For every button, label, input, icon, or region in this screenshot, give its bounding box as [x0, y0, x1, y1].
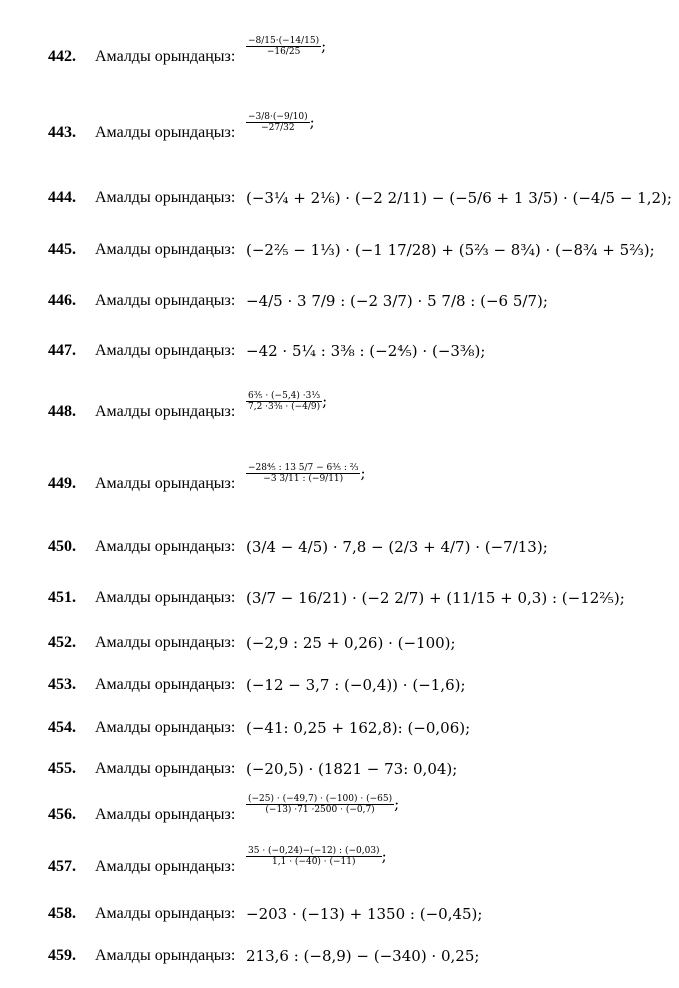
semicolon: ;: [394, 794, 400, 813]
problem-number: 446.: [48, 292, 76, 309]
math-expression: [246, 391, 327, 413]
fraction: [246, 36, 321, 58]
math-expression: (−41: 0,25 + 162,8): (−0,06);: [246, 719, 471, 737]
instruction-label: Амалды орындаңыз:: [95, 342, 236, 359]
problem-row: [0, 905, 679, 927]
math-expression: 213,6 : (−8,9) − (−340) · 0,25;: [246, 947, 480, 965]
semicolon: ;: [381, 846, 387, 865]
problem-row: [0, 292, 679, 314]
problem-row: [0, 391, 679, 425]
instruction-label: Амалды орындаңыз:: [95, 947, 236, 964]
instruction-label: Амалды орындаңыз:: [95, 634, 236, 651]
problem-row: [0, 463, 679, 497]
instruction-label: Амалды орындаңыз:: [95, 760, 236, 777]
fraction-denominator: (−13) ·71 ·2500 · (−0,7): [265, 805, 375, 816]
problem-number: 447.: [48, 342, 76, 359]
fraction-denominator: 1,1 · (−40) · (−11): [272, 857, 356, 868]
problem-row: [0, 589, 679, 611]
math-expression: [246, 463, 366, 485]
math-expression: (3/4 − 4/5) · 7,8 − (2/3 + 4/7) · (−7/13);: [246, 538, 548, 556]
fraction: [246, 463, 360, 485]
problem-number: 449.: [48, 475, 76, 492]
math-expression: −42 · 5¼ : 3⅜ : (−2⅘) · (−3⅜);: [246, 342, 486, 360]
problem-row: [0, 634, 679, 656]
problem-number: 448.: [48, 403, 76, 420]
problem-row: [0, 538, 679, 560]
problem-number: 453.: [48, 676, 76, 693]
semicolon: ;: [360, 463, 366, 482]
problem-number: 455.: [48, 760, 76, 777]
instruction-label: Амалды орындаңыз:: [95, 124, 236, 141]
math-expression: (3/7 − 16/21) · (−2 2/7) + (11/15 + 0,3) : (−12⅖);: [246, 589, 625, 607]
problem-number: 458.: [48, 905, 76, 922]
problem-number: 456.: [48, 806, 76, 823]
instruction-label: Амалды орындаңыз:: [95, 858, 236, 875]
fraction: [246, 794, 394, 816]
semicolon: ;: [322, 391, 328, 410]
problem-number: 444.: [48, 189, 76, 206]
problem-row: [0, 760, 679, 782]
math-expression: −4/5 · 3 7/9 : (−2 3/7) · 5 7/8 : (−6 5/7);: [246, 292, 548, 310]
fraction-numerator: (−25) · (−49,7) · (−100) · (−65): [248, 794, 393, 804]
problem-number: 451.: [48, 589, 76, 606]
problem-number: 459.: [48, 947, 76, 964]
instruction-label: Амалды орындаңыз:: [95, 589, 236, 606]
math-expression: (−12 − 3,7 : (−0,4)) · (−1,6);: [246, 676, 466, 694]
problem-number: 445.: [48, 241, 76, 258]
instruction-label: Амалды орындаңыз:: [95, 475, 236, 492]
fraction: [246, 846, 382, 868]
fraction-numerator: 6⅗ · (−5,4) ·3⅓: [248, 391, 321, 401]
semicolon: ;: [321, 36, 327, 55]
problem-row: [0, 189, 679, 211]
instruction-label: Амалды орындаңыз:: [95, 719, 236, 736]
instruction-label: Амалды орындаңыз:: [95, 905, 236, 922]
problem-row: [0, 241, 679, 263]
instruction-label: Амалды орындаңыз:: [95, 292, 236, 309]
fraction: [246, 112, 310, 134]
problem-number: 452.: [48, 634, 76, 651]
semicolon: ;: [309, 112, 315, 131]
problem-number: 442.: [48, 48, 76, 65]
problem-row: [0, 342, 679, 364]
math-expression: (−20,5) · (1821 − 73: 0,04);: [246, 760, 458, 778]
fraction-denominator: −16/25: [266, 47, 301, 58]
instruction-label: Амалды орындаңыз:: [95, 538, 236, 555]
fraction-denominator: −3 3/11 : (−9/11): [263, 474, 344, 485]
fraction-numerator: 35 · (−0,24)−(−12) : (−0,03): [248, 846, 380, 856]
math-expression: [246, 36, 326, 58]
problem-number: 457.: [48, 858, 76, 875]
problem-row: [0, 947, 679, 969]
math-expression: (−2⅖ − 1⅓) · (−1 17/28) + (5⅔ − 8¾) · (−8¾ + 5⅔);: [246, 241, 655, 259]
problem-row: [0, 719, 679, 741]
fraction-denominator: −27/32: [261, 123, 295, 134]
fraction-denominator: 7,2 ·3⅜ · (−4/9): [248, 402, 321, 413]
math-expression: [246, 846, 387, 868]
math-expression: (−2,9 : 25 + 0,26) · (−100);: [246, 634, 456, 652]
problem-number: 454.: [48, 719, 76, 736]
instruction-label: Амалды орындаңыз:: [95, 48, 236, 65]
math-expression: (−3¼ + 2⅙) · (−2 2/11) − (−5/6 + 1 3/5) · (−4/5 − 1,2);: [246, 189, 672, 207]
instruction-label: Амалды орындаңыз:: [95, 403, 236, 420]
problem-number: 443.: [48, 124, 76, 141]
instruction-label: Амалды орындаңыз:: [95, 241, 236, 258]
fraction: [246, 391, 322, 413]
problem-row: [0, 676, 679, 698]
fraction-numerator: −8/15·(−14/15): [248, 36, 320, 46]
instruction-label: Амалды орындаңыз:: [95, 676, 236, 693]
fraction-numerator: −28⅘ : 13 5/7 − 6⅗ : ⅔: [248, 463, 359, 473]
problem-number: 450.: [48, 538, 76, 555]
fraction-numerator: −3/8·(−9/10): [248, 112, 308, 122]
math-expression: [246, 794, 399, 816]
instruction-label: Амалды орындаңыз:: [95, 806, 236, 823]
math-expression: −203 · (−13) + 1350 : (−0,45);: [246, 905, 483, 923]
instruction-label: Амалды орындаңыз:: [95, 189, 236, 206]
math-expression: [246, 112, 315, 134]
